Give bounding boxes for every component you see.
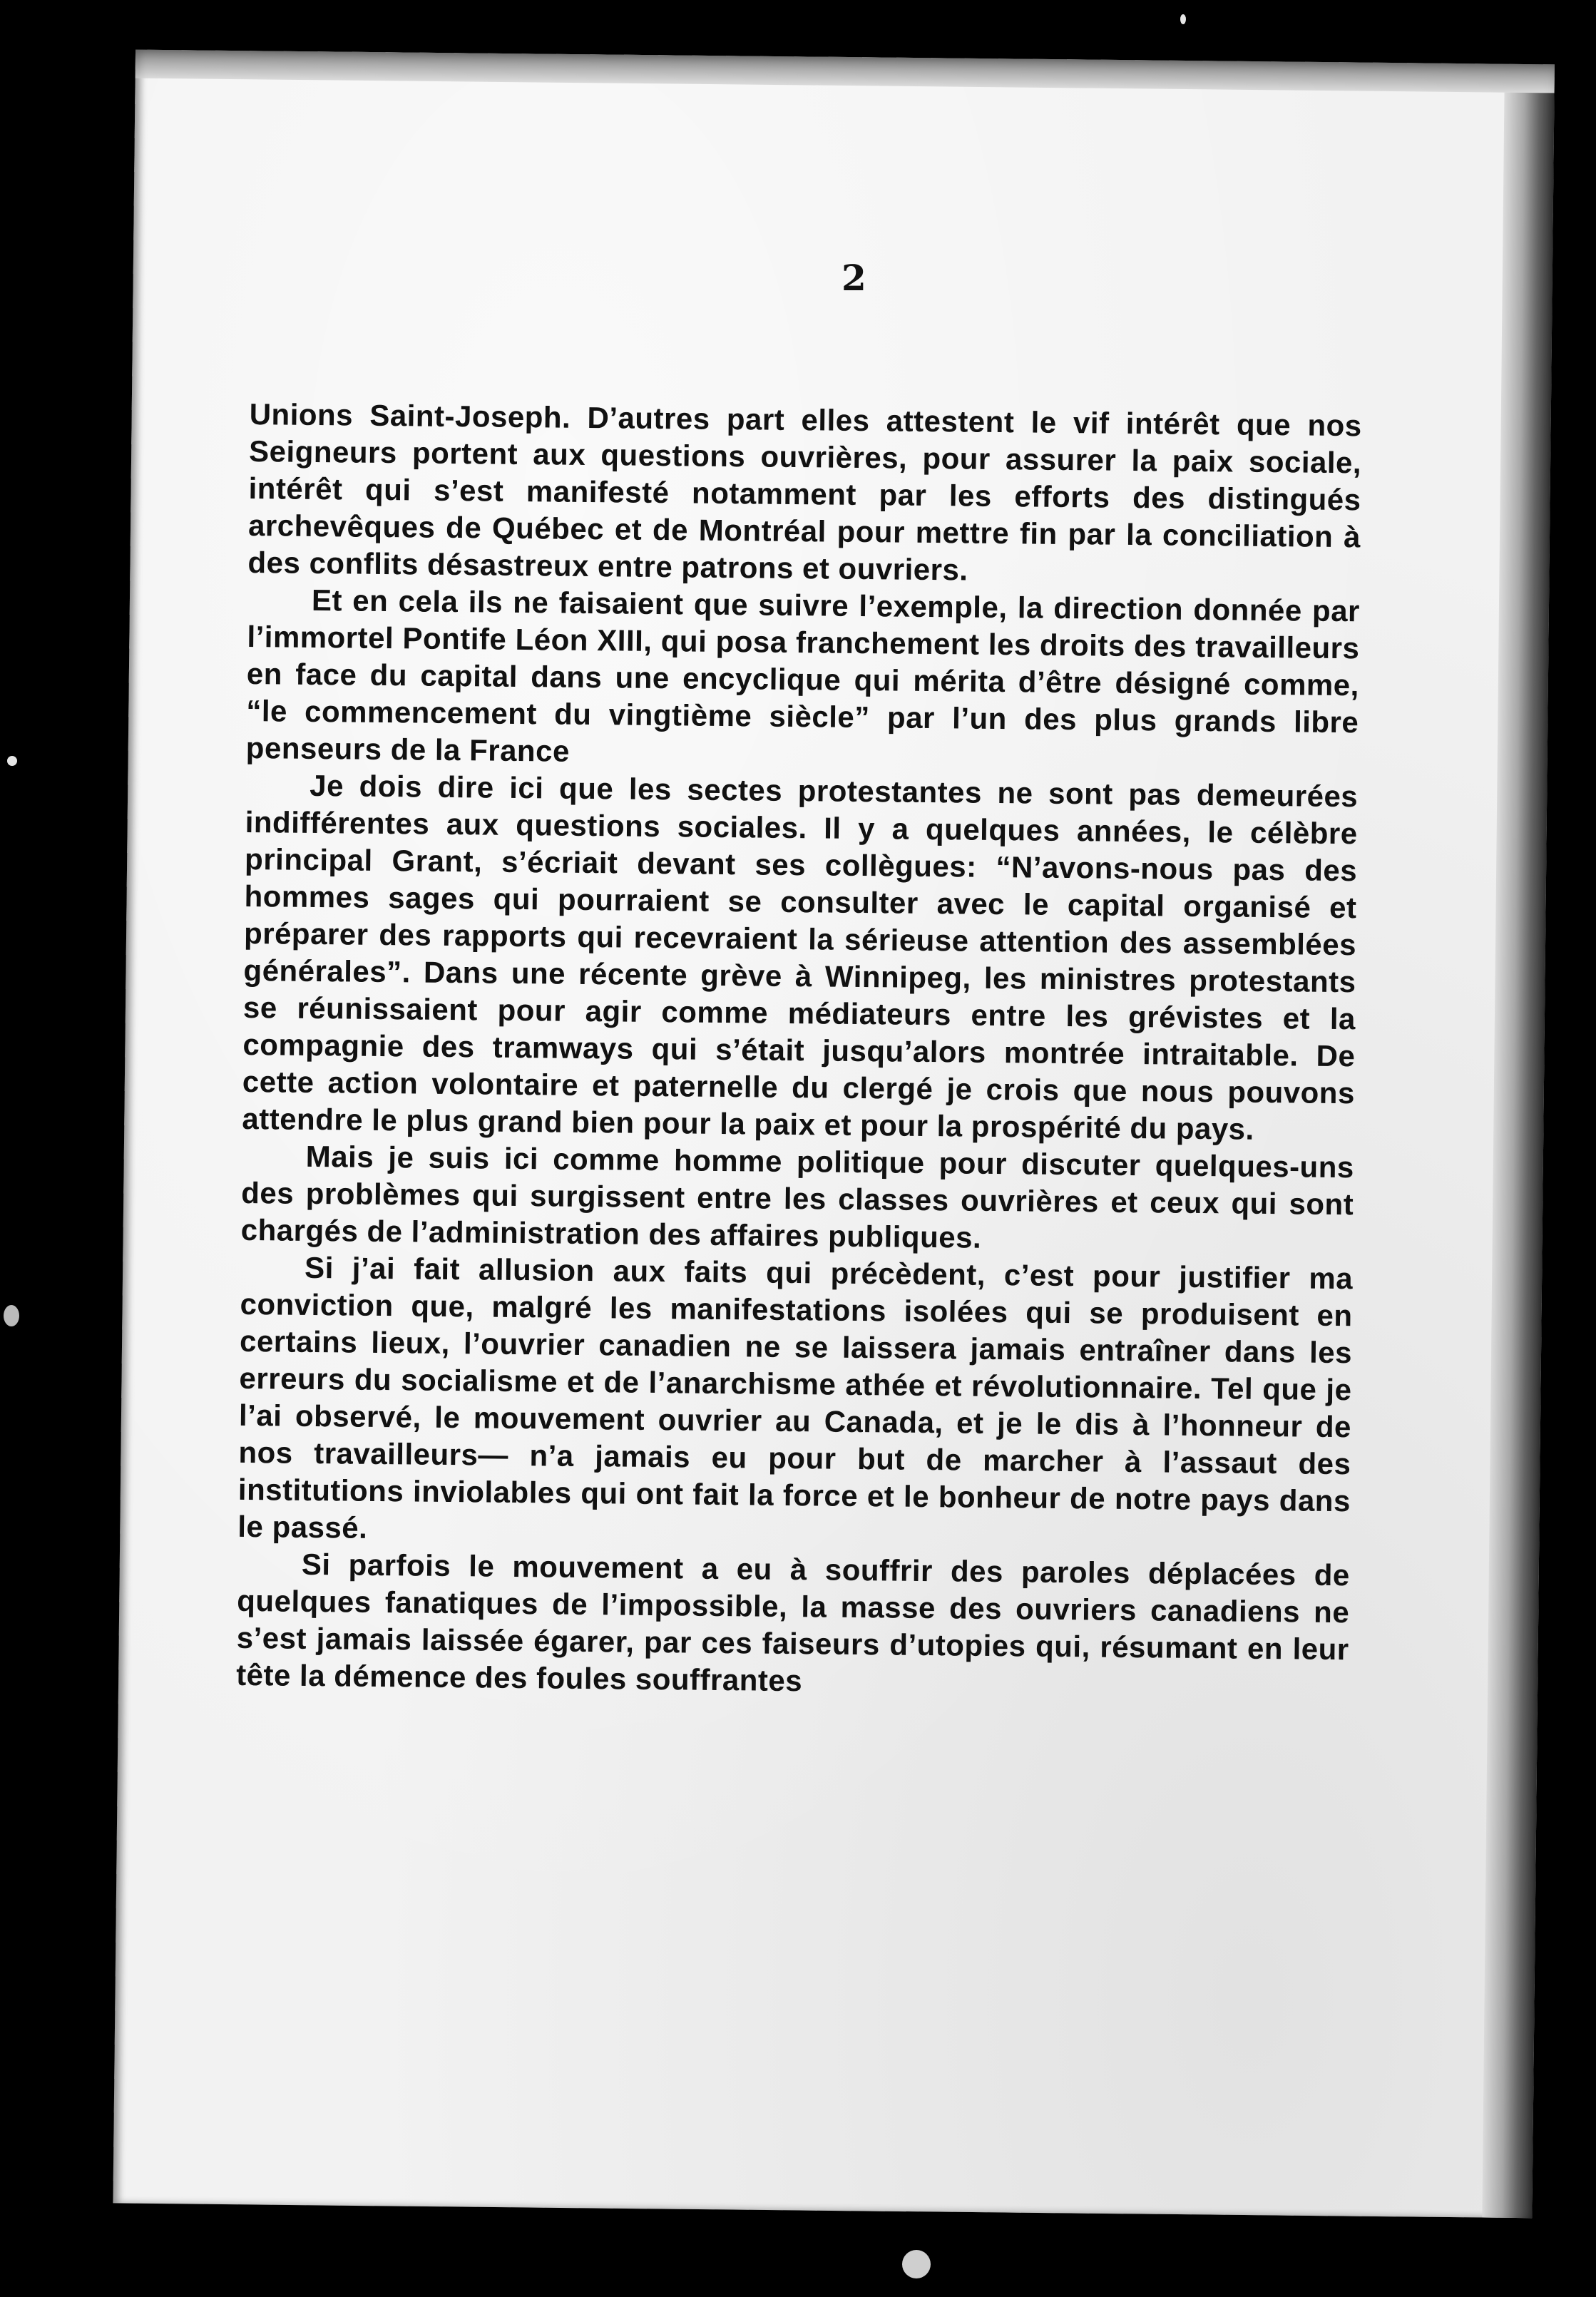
paragraph: Si j’ai fait allusion aux faits qui précèdent, c’est pour justifier ma conviction que, malgré les manifestations isolées qui se produisent en certains lieux, l’ouvrier canadien ne se laissera jamais entraîner dans les erreurs du socialisme et de l’anarchisme athée et révolutionnaire. Tel que je l’ai observé, le mouvement ouvrier au Canada, et je le dis à l’honneur de nos travailleurs— n’a jamais eu pour but de marcher à l’assaut des institutions inviolables qui ont fait la force et le bonheur de notre pays dans le passé. [237, 1250, 1354, 1545]
dust-speck [4, 1305, 19, 1326]
paragraph: Si parfois le mouvement a eu à souffrir des paroles déplacées de quelques fanatiques de l’impossible, la masse des ouvriers canadiens ne s’est jamais laissée égarer, par ces faiseurs d’utopies qui, résumant en leur tête la démence des foules souffrantes [235, 1547, 1351, 1698]
paragraph: Mais je suis ici comme homme politique pour discuter quelques-uns des problèmes qui surgissent entre les classes ouvrières et ceux qui sont chargés de l’administration des affaires publiques. [240, 1139, 1355, 1254]
dust-speck [1180, 14, 1186, 24]
page-number: 2 [842, 257, 866, 299]
paragraph: Je dois dire ici que les sectes protestantes ne sont pas demeurées indifférentes aux questions sociales. Il y a quelques années, le célèbre principal Grant, s’écriait devant ses collègues: “N’avons-nous pas des hommes sages qui pourraient se consulter avec le capital organisé et préparer des rapports qui recevraient la sérieuse attention des assemblées générales”. Dans une récente grève à Winnipeg, les ministres protestants se réunissaient pour agir comme médiateurs entre les grévistes et la compagnie des tramways qui s’était jusqu’alors montrée intraitable. De cette action volontaire et paternelle du clergé je crois que nous pouvons attendre le plus grand bien pour la paix et pour la prospérité du pays. [242, 768, 1359, 1146]
paragraph: Unions Saint-Joseph. D’autres part elles attestent le vif intérêt que nos Seigneurs portent aux questions ouvrières, pour assurer la paix sociale, intérêt qui s’est manifesté notamment par les efforts des distingués archevêques de Québec et de Montréal pour mettre fin par la conciliation à des conflits désastreux entre patrons et ouvriers. [247, 397, 1362, 587]
body-text [236, 396, 1362, 1705]
dust-speck [902, 2250, 931, 2278]
page-right-edge-shadow [1482, 93, 1554, 2219]
paragraph: Et en cela ils ne faisaient que suivre l’exemple, la direction donnée par l’immortel Pontife Léon XIII, qui posa franchement les droits des travailleurs en face du capital dans une encyclique qui mérita d’être désigné comme, “le commencement du vingtième siècle” par l’un des plus grands libre penseurs de la France [245, 583, 1361, 768]
page-top-edge-shadow [135, 50, 1555, 93]
dust-speck [7, 756, 17, 766]
